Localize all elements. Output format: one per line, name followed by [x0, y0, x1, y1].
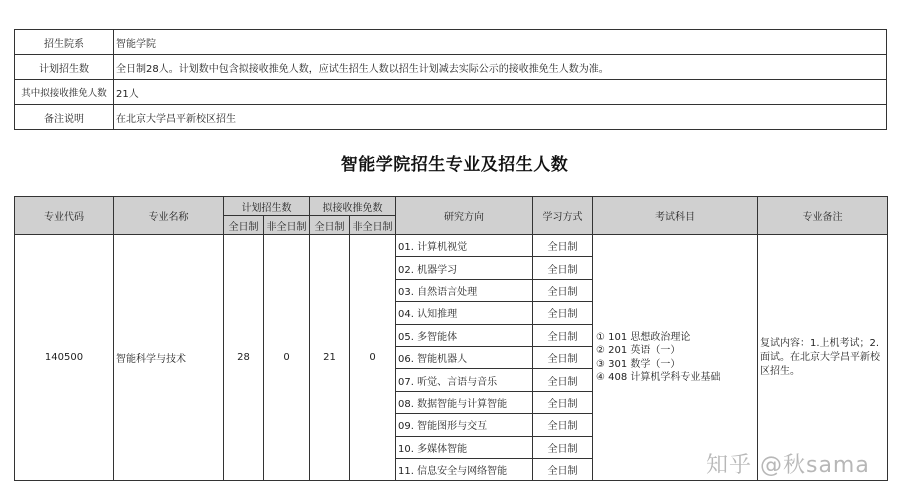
study-mode: 全日制 — [533, 369, 593, 391]
study-mode: 全日制 — [533, 346, 593, 368]
header-name: 专业名称 — [114, 197, 224, 235]
exam-item: ③ 301 数学（一） — [596, 358, 681, 370]
rec-parttime: 0 — [350, 235, 396, 481]
info-value: 在北京大学昌平新校区招生 — [114, 105, 887, 130]
header-recommend: 拟接收推免数 — [310, 197, 396, 216]
header-plan-parttime: 非全日制 — [264, 216, 310, 235]
direction-name: 03. 自然语言处理 — [396, 279, 533, 301]
header-direction: 研究方向 — [396, 197, 533, 235]
direction-name: 05. 多智能体 — [396, 324, 533, 346]
plan-parttime: 0 — [264, 235, 310, 481]
majors-table — [14, 196, 888, 481]
info-label: 其中拟接收推免人数 — [15, 80, 114, 105]
major-note: 复试内容：1.上机考试；2.面试。在北京大学昌平新校区招生。 — [758, 235, 888, 481]
info-row-plan — [15, 55, 887, 80]
header-exam: 考试科目 — [593, 197, 758, 235]
study-mode: 全日制 — [533, 436, 593, 458]
header-plan: 计划招生数 — [224, 197, 310, 216]
study-mode: 全日制 — [533, 324, 593, 346]
direction-name: 06. 智能机器人 — [396, 346, 533, 368]
info-row-recommend — [15, 80, 887, 105]
exam-subjects — [593, 235, 758, 481]
watermark: 知乎 @秋sama — [706, 453, 870, 478]
info-value: 全日制28人。计划数中包含拟接收推免人数，应试生招生人数以招生计划减去实际公示的接收推免生人数为准。 — [114, 55, 887, 80]
study-mode: 全日制 — [533, 458, 593, 480]
direction-name: 01. 计算机视觉 — [396, 235, 533, 257]
info-label: 备注说明 — [15, 105, 114, 130]
plan-fulltime: 28 — [224, 235, 264, 481]
study-mode: 全日制 — [533, 279, 593, 301]
header-plan-fulltime: 全日制 — [224, 216, 264, 235]
page-title: 智能学院招生专业及招生人数 — [340, 155, 569, 175]
header-note: 专业备注 — [758, 197, 888, 235]
direction-name: 08. 数据智能与计算智能 — [396, 391, 533, 413]
direction-name: 11. 信息安全与网络智能 — [396, 458, 533, 480]
info-value: 21人 — [114, 80, 887, 105]
info-label: 计划招生数 — [15, 55, 114, 80]
info-label: 招生院系 — [15, 30, 114, 55]
info-row-remark — [15, 105, 887, 130]
info-row-department — [15, 30, 887, 55]
study-mode: 全日制 — [533, 235, 593, 257]
major-code: 140500 — [15, 235, 114, 481]
study-mode: 全日制 — [533, 302, 593, 324]
direction-name: 09. 智能图形与交互 — [396, 414, 533, 436]
direction-name: 10. 多媒体智能 — [396, 436, 533, 458]
info-value: 智能学院 — [114, 30, 887, 55]
exam-item: ① 101 思想政治理论 — [596, 331, 691, 343]
rec-fulltime: 21 — [310, 235, 350, 481]
table-row — [15, 235, 888, 257]
header-rec-parttime: 非全日制 — [350, 216, 396, 235]
exam-item: ② 201 英语（一） — [596, 345, 681, 357]
study-mode: 全日制 — [533, 257, 593, 279]
direction-name: 04. 认知推理 — [396, 302, 533, 324]
study-mode: 全日制 — [533, 414, 593, 436]
header-row — [15, 197, 888, 216]
study-mode: 全日制 — [533, 391, 593, 413]
major-name: 智能科学与技术 — [114, 235, 224, 481]
direction-name: 07. 听觉、言语与音乐 — [396, 369, 533, 391]
exam-item: ④ 408 计算机学科专业基础 — [596, 372, 721, 384]
direction-name: 02. 机器学习 — [396, 257, 533, 279]
header-code: 专业代码 — [15, 197, 114, 235]
header-rec-fulltime: 全日制 — [310, 216, 350, 235]
header-mode: 学习方式 — [533, 197, 593, 235]
admission-info-table — [14, 29, 887, 130]
